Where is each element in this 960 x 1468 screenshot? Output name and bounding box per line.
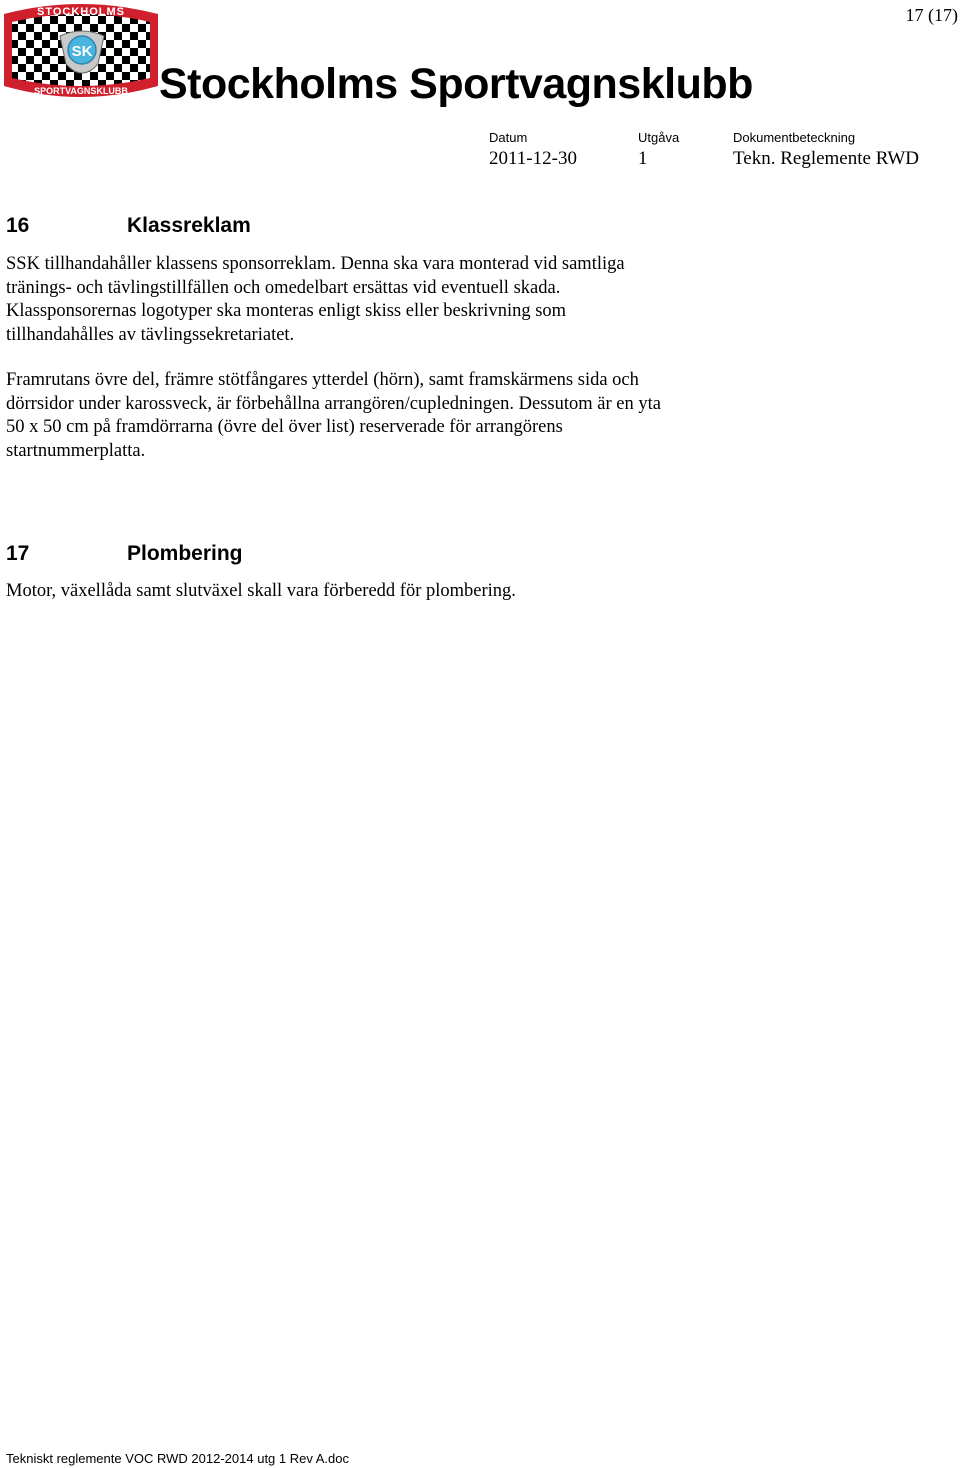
logo-bottom-text: SPORTVAGNSKLUBB [34,86,128,96]
logo-emblem-text: SK [71,43,93,60]
document-id-label: Dokumentbeteckning [733,130,856,145]
text-line: SSK tillhandahåller klassens sponsorreklam. Denna ska vara monterad vid samtliga [6,254,625,274]
section-title: Klassreklam [127,214,251,237]
section-number: 16 [6,214,30,237]
paragraph [6,580,806,604]
club-logo [2,0,160,106]
footer-filename: Tekniskt reglemente VOC RWD 2012-2014 utg 1 Rev A.doc [6,1451,349,1466]
section-number: 17 [6,542,30,565]
paragraph [6,369,806,463]
section-heading-klassreklam [6,214,251,238]
document-id-value: Tekn. Reglemente RWD [733,148,919,169]
logo-top-text: STOCKHOLMS [36,6,126,18]
date-value: 2011-12-30 [489,148,577,169]
text-line: Motor, växellåda samt slutväxel skall vara förberedd för plombering. [6,581,516,601]
section-title: Plombering [127,542,243,565]
text-line: Framrutans övre del, främre stötfångares ytterdel (hörn), samt framskärmens sida och [6,370,639,390]
date-label: Datum [489,130,528,145]
edition-value: 1 [638,148,648,169]
section-heading-plombering [6,542,243,566]
page-number: 17 (17) [905,5,958,25]
text-line: Klassponsorernas logotyper ska monteras enligt skiss eller beskrivning som [6,301,567,321]
text-line: startnummerplatta. [6,440,146,461]
text-line: tränings- och tävlingstillfällen och omedelbart ersättas vid eventuell skada. [6,277,561,298]
edition-label: Utgåva [638,130,680,145]
text-line: dörrsidor under karossveck, är förbehållna arrangören/cupledningen. Dessutom är en yta [6,393,661,414]
paragraph [6,253,806,347]
text-line: tillhandahålles av tävlingssekretariatet. [6,324,295,345]
text-line: 50 x 50 cm på framdörrarna (övre del över list) reserverade för arrangörens [6,417,563,437]
organization-title: Stockholms Sportvagnsklubb [159,60,753,108]
